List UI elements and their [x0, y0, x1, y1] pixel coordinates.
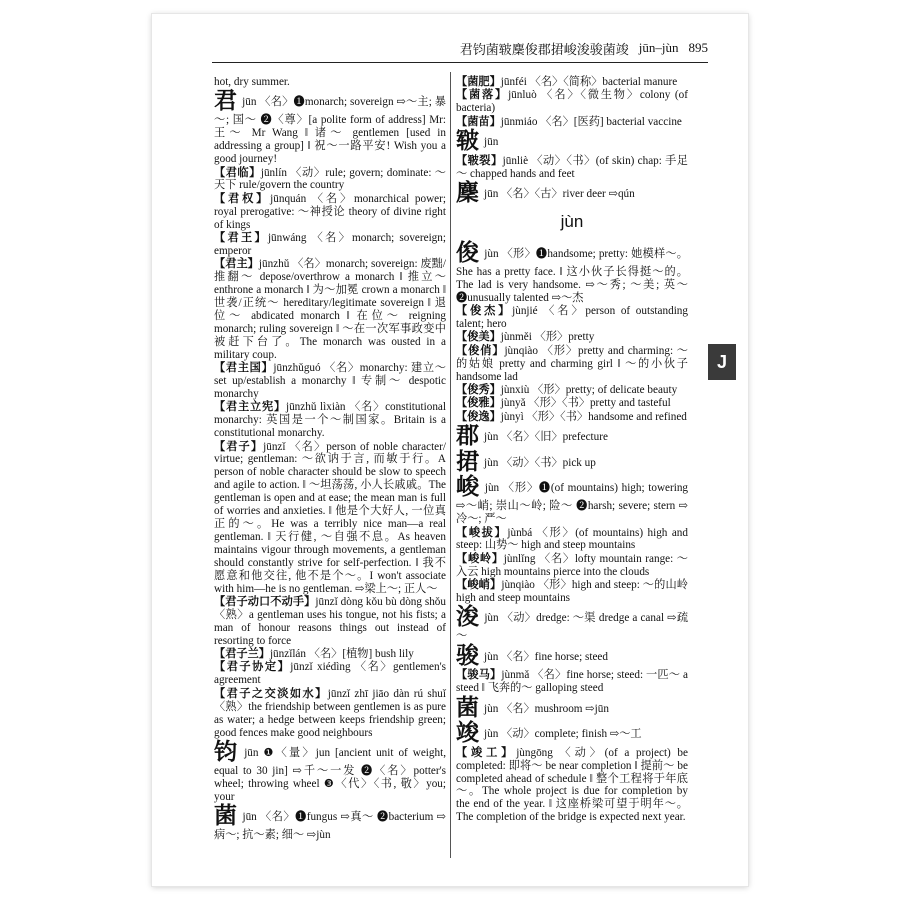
- headword-entry: [456, 475, 688, 526]
- compound-headword: 【君主国】: [214, 362, 274, 375]
- compound-headword: 【俊俏】: [456, 344, 505, 357]
- compound-headword: 【君权】: [214, 192, 271, 205]
- compound-entry: [456, 89, 688, 115]
- definition-text: jūnzhǔ 〈名〉monarch; sovereign: 废黜/推翻～ depose/overthrow a monarch ‖ 推立～ enthrone a monarch ‖ 为～加冕 crown a monarch ‖ 世袭/正统～ hereditary/legitimate sovereign ‖ 退位～ abdicated monarch ‖ 在位～ reigning monarch; ruling sovereign ‖ ～在一次军事政变中被赶下台了。The monarch was ousted in a military coup.: [214, 258, 446, 361]
- headword-entry: [456, 181, 688, 206]
- definition-text: jùn 〈动〉dredge: ～渠 dredge a canal ⇨疏～: [456, 612, 689, 643]
- compound-entry: [214, 232, 446, 258]
- compound-headword: 【俊逸】: [456, 410, 501, 423]
- compound-entry: [456, 384, 688, 397]
- compound-entry: [456, 345, 688, 384]
- headword-character: 麇: [456, 179, 479, 206]
- compound-entry: [456, 579, 688, 605]
- definition-text: jūnzǐ 〈名〉person of noble character/ virtue; gentleman: ～欲讷于言, 而敏于行。A person of noble character should be slow to speech and agile to action. ‖ ～坦荡荡, 小人长戚戚。The gentleman is open and at ease; the mean man is full of worries and anxieties. ‖ 他是个大好人, 一位真正的～。He was a terribly nice man—a real gentleman. ‖ 天行健, ～自强不息。As heaven maintains vigour through movements, a gentleman should constantly strive for self-perfection. ‖ 我不愿意和他交往, 他不是个～。I won't associate with him—he is no gentleman. ⇨梁上～; 正人～: [214, 440, 446, 595]
- headword-entry: [456, 696, 688, 721]
- headword-character: 钧: [214, 738, 240, 765]
- definition-text: jùn 〈动〉〈书〉pick up: [484, 456, 596, 469]
- compound-entry: [456, 397, 688, 410]
- compound-headword: 【君子兰】: [214, 648, 270, 661]
- compound-headword: 【君子之交淡如水】: [214, 687, 328, 700]
- compound-headword: 【君主】: [214, 258, 259, 271]
- section-heading: jùn: [560, 211, 584, 231]
- compound-entry: [456, 76, 688, 89]
- compound-headword: 【菌落】: [456, 89, 509, 102]
- definition-text: jùnyì 〈形〉〈书〉handsome and refined: [500, 410, 687, 423]
- headword-entry: [214, 89, 446, 166]
- compound-headword: 【峻拔】: [456, 526, 508, 539]
- headword-character: 君: [214, 88, 238, 115]
- compound-entry: [214, 661, 446, 687]
- compound-headword: 【君主立宪】: [214, 401, 286, 414]
- thumb-index-tab[interactable]: J: [708, 344, 736, 380]
- compound-headword: 【峻岭】: [456, 552, 504, 565]
- headword-character: 郡: [456, 423, 479, 450]
- definition-text: jùn 〈形〉❶handsome; pretty: 她模样～。She has a pretty face. ‖ 这小伙子长得挺～的。The lad is very handsome. ⇨～秀; ～美; 英～ ❷unusually talented ⇨～杰: [456, 247, 688, 304]
- headword-entry: [456, 721, 688, 746]
- compound-entry: [214, 193, 446, 232]
- compound-entry: [456, 331, 688, 344]
- headword-character: 骏: [456, 642, 479, 669]
- compound-entry: [456, 747, 688, 824]
- headword-entry: [456, 424, 688, 449]
- headword-entry: [456, 644, 688, 669]
- definition-text: jūnquán 〈名〉monarchical power; royal prerogative: ～神授论 theory of divine right of kings: [214, 192, 446, 231]
- compound-headword: 【竣工】: [456, 746, 517, 759]
- compound-entry: [214, 441, 446, 596]
- running-header: [212, 34, 708, 63]
- definition-text: jùn 〈名〉mushroom ⇨jūn: [484, 702, 609, 715]
- headword-character: 竣: [456, 720, 479, 747]
- compound-headword: 【皲裂】: [456, 154, 503, 167]
- right-column: [456, 76, 688, 825]
- definition-text: jùnbá 〈形〉(of mountains) high and steep: 山势～ high and steep mountains: [456, 526, 688, 552]
- compound-entry: [214, 596, 446, 648]
- compound-headword: 【俊雅】: [456, 397, 501, 410]
- continuation-text: [214, 76, 446, 89]
- headword-character: 捃: [456, 448, 479, 475]
- definition-text: jùn 〈名〉fine horse; steed: [484, 650, 608, 663]
- compound-headword: 【俊杰】: [456, 305, 513, 318]
- definition-text: jūnzhǔguó 〈名〉monarchy: 建立～ set up/establish a monarchy ‖ 专制～ despotic monarchy: [214, 362, 446, 400]
- definition-text: jùnjié 〈名〉person of outstanding talent; hero: [456, 305, 688, 330]
- headword-entry: [456, 450, 688, 475]
- compound-headword: 【骏马】: [456, 669, 502, 682]
- definition-text: jūnzǐ xiédìng 〈名〉gentlemen's agreement: [214, 661, 446, 687]
- definition-text: jùn 〈形〉❶(of mountains) high; towering ⇨～峭; 崇山～岭; 险～ ❷harsh; severe; stern ⇨冷～; 严～: [456, 482, 689, 526]
- definition-text: jūn 〈名〉❶monarch; sovereign ⇨～主; 暴～; 国～ ❷〈尊〉[a polite form of address] Mr: 王～ Mr Wang ‖ 诸～ gentlemen [used in addressing a group] ‖ 祝～一路平安! Wish you a good journey!: [214, 96, 446, 166]
- compound-entry: [214, 258, 446, 361]
- compound-headword: 【君王】: [214, 232, 268, 245]
- headword-character: 皲: [456, 128, 479, 155]
- definition-text: jūnzǐ zhī jiāo dàn rú shuǐ 〈熟〉the friendship between gentlemen is as pure as water; a hedge between keeps friendship green; good fences make good neighbours: [214, 687, 446, 739]
- headword-character: 菌: [456, 694, 479, 721]
- definition-text: jūnzǐlán 〈名〉[植物] bush lily: [269, 648, 414, 661]
- compound-entry: [214, 648, 446, 661]
- column-divider: [450, 72, 451, 858]
- header-pinyin-range: jūn–jùn: [638, 40, 679, 55]
- definition-text: jūn: [484, 136, 499, 149]
- definition-text: jūnmiáo 〈名〉[医药] bacterial vaccine: [500, 115, 682, 128]
- compound-entry: [456, 155, 688, 181]
- definition-text: jūnlín 〈动〉rule; govern; dominate: ～天下 rule/govern the country: [214, 166, 446, 192]
- headword-character: 峻: [456, 474, 480, 501]
- headword-entry: [456, 605, 688, 643]
- compound-headword: 【俊秀】: [456, 384, 501, 396]
- compound-entry: [214, 401, 446, 440]
- definition-text: jùn 〈名〉〈旧〉prefecture: [484, 431, 608, 444]
- headword-character: 俊: [456, 239, 480, 266]
- compound-headword: 【菌肥】: [456, 76, 501, 88]
- definition-text: jùnqiào 〈形〉pretty and charming: ～的姑娘 pretty and charming girl ‖ ～的小伙子 handsome lad: [456, 344, 688, 383]
- compound-headword: 【俊美】: [456, 331, 501, 344]
- compound-entry: [456, 305, 688, 331]
- definition-text: jùnqiào 〈形〉high and steep: ～的山岭 high and steep mountains: [456, 579, 688, 605]
- compound-headword: 【菌苗】: [456, 115, 501, 128]
- definition-text: jùn 〈动〉complete; finish ⇨～工: [484, 728, 642, 741]
- headword-entry: [214, 804, 446, 842]
- definition-text: jūnféi 〈名〉〈简称〉bacterial manure: [500, 76, 678, 88]
- compound-entry: [456, 553, 688, 579]
- headword-entry: [456, 241, 688, 305]
- compound-headword: 【君临】: [214, 166, 261, 179]
- definition-text: jùngōng 〈动〉(of a project) be completed: 即将～ be near completion ‖ 提前～ be completed ahead of schedule ‖ 整个工程将于年底～。The whole project is due for completion by the end of the year. ‖ 这座桥梁可望于明年～。The completion of the bridge is expected next year.: [456, 746, 688, 824]
- compound-headword: 【君子协定】: [214, 661, 291, 674]
- headword-entry: [214, 740, 446, 804]
- compound-entry: [214, 167, 446, 193]
- definition-text: jùnměi 〈形〉pretty: [500, 331, 595, 344]
- definition-text: jūnzǐ dòng kǒu bù dòng shǒu 〈熟〉a gentleman uses his tongue, not his fists; a man of honour reasons things out instead of resorting to force: [214, 595, 446, 647]
- compound-entry: [214, 688, 446, 740]
- compound-entry: [456, 411, 688, 424]
- definition-text: jūnluò 〈名〉〈微生物〉colony (of bacteria): [456, 89, 688, 115]
- compound-entry: [214, 362, 446, 401]
- definition-text: jùnxiù 〈形〉pretty; of delicate beauty: [500, 384, 678, 396]
- definition-text: jūnwáng 〈名〉monarch; sovereign; emperor: [214, 232, 446, 257]
- compound-entry: [456, 116, 688, 129]
- definition-text: jùnmǎ 〈名〉fine horse; steed: 一匹～ a steed ‖ 飞奔的～ galloping steed: [456, 669, 688, 695]
- compound-entry: [456, 669, 688, 695]
- definition-text: jūn ❶〈量〉jun [ancient unit of weight, equal to 30 jin] ⇨千～一发 ❷〈名〉potter's wheel; throwing wheel ❸〈代〉〈书, 敬〉you; your: [214, 746, 446, 803]
- compound-headword: 【峻峭】: [456, 579, 502, 592]
- dictionary-page: [152, 14, 748, 886]
- compound-headword: 【君子】: [214, 440, 264, 453]
- compound-headword: 【君子动口不动手】: [214, 595, 316, 608]
- header-headwords: 君钧菌皲麇俊郡捃峻浚骏菌竣: [459, 41, 629, 57]
- left-column: [214, 76, 446, 843]
- definition-text: jūnzhǔ lìxiàn 〈名〉constitutional monarchy: 英国是一个～制国家。Britain is a constitutional monarchy.: [214, 401, 446, 440]
- headword-character: 菌: [214, 803, 238, 830]
- headword-entry: [456, 129, 688, 154]
- headword-character: 浚: [456, 604, 480, 631]
- definition-text: jùnyǎ 〈形〉〈书〉pretty and tasteful: [500, 397, 671, 410]
- definition-text: jūnliè 〈动〉〈书〉(of skin) chap: 手足～ chapped hands and feet: [456, 154, 688, 180]
- definition-text: jùnlǐng 〈名〉lofty mountain range: ～入云 high mountains pierce into the clouds: [456, 552, 688, 578]
- definition-text: hot, dry summer.: [214, 76, 290, 88]
- page-number: 895: [688, 40, 708, 55]
- definition-text: jūn 〈名〉❶fungus ⇨真～ ❷bacterium ⇨病～; 抗～素; 细～ ⇨jùn: [214, 811, 446, 842]
- definition-text: jūn 〈名〉〈古〉river deer ⇨qún: [484, 187, 635, 200]
- compound-entry: [456, 527, 688, 553]
